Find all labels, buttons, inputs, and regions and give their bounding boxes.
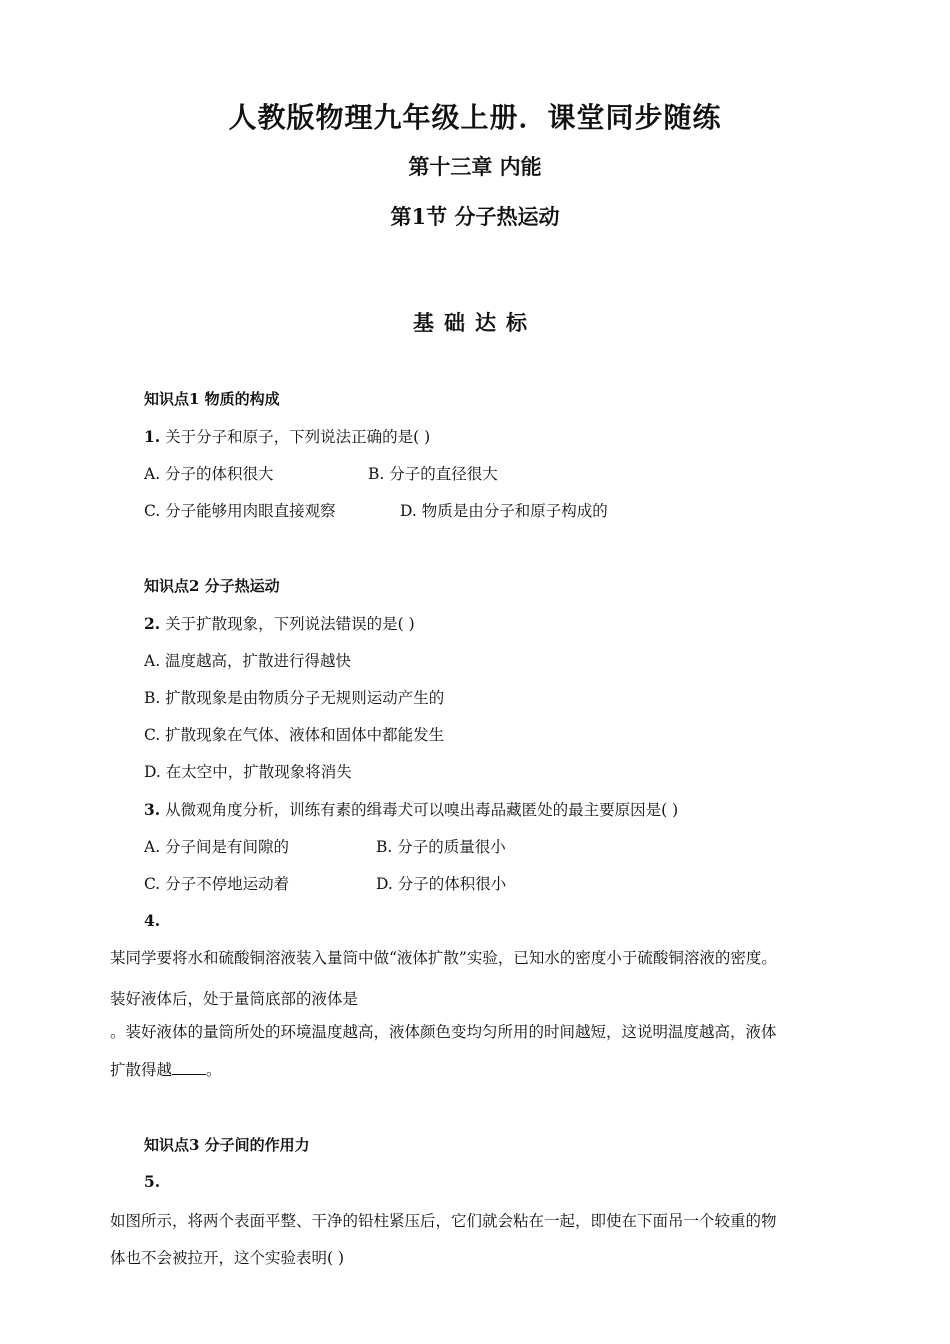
- question-3-option-a: A. 分子间是有间隙的: [144, 838, 290, 856]
- question-5-line-1: 如图所示，将两个表面平整、干净的铅柱紧压后，它们就会粘在一起，即使在下面吊一个较重的物: [110, 1212, 777, 1230]
- question-2-option-d: D. 在太空中，扩散现象将消失: [144, 763, 352, 781]
- question-5-line-2: 体也不会被拉开，这个实验表明( ): [110, 1249, 345, 1267]
- question-3-option-b: B. 分子的质量很小: [376, 838, 506, 856]
- basic-level-banner: 基础达标: [413, 310, 537, 335]
- question-1-option-c: C. 分子能够用肉眼直接观察: [144, 502, 336, 520]
- question-2-stem: [144, 612, 415, 634]
- knowledge-point-2: 知识点2 分子热运动: [144, 577, 280, 595]
- question-3-option-c: C. 分子不停地运动着: [144, 875, 290, 893]
- section-heading: 第1节 分子热运动: [390, 204, 560, 229]
- question-2-option-c: C. 扩散现象在气体、液体和固体中都能发生: [144, 726, 445, 744]
- question-1-number: 1.: [144, 427, 161, 446]
- question-4-line-3: 。装好液体的量筒所处的环境温度越高，液体颜色变均匀所用的时间越短，这说明温度越高，液体: [110, 1023, 777, 1041]
- question-2-option-b: B. 扩散现象是由物质分子无规则运动产生的: [144, 689, 445, 707]
- question-1-option-b: B. 分子的直径很大: [368, 465, 498, 483]
- question-3-text: 从微观角度分析，训练有素的缉毒犬可以嗅出毒品藏匿处的最主要原因是( ): [160, 801, 679, 819]
- question-4-number: 4.: [144, 911, 161, 930]
- question-1-text: 关于分子和原子，下列说法正确的是( ): [160, 428, 431, 446]
- question-3-stem: [144, 798, 678, 820]
- question-4-line-2: 装好液体后，处于量筒底部的液体是: [110, 990, 359, 1008]
- document-title: 人教版物理九年级上册．课堂同步随练: [228, 101, 722, 134]
- chapter-heading: 第十三章 内能: [408, 154, 542, 179]
- question-3-option-d: D. 分子的体积很小: [376, 875, 507, 893]
- knowledge-point-1: 知识点1 物质的构成: [144, 390, 280, 408]
- answer-blank: [172, 1062, 206, 1075]
- question-1-option-a: A. 分子的体积很大: [144, 465, 274, 483]
- question-3-number: 3.: [144, 800, 161, 819]
- question-2-text: 关于扩散现象，下列说法错误的是( ): [160, 615, 415, 633]
- question-1-option-d: D. 物质是由分子和原子构成的: [400, 502, 608, 520]
- knowledge-point-3: 知识点3 分子间的作用力: [144, 1136, 310, 1154]
- question-2-number: 2.: [144, 614, 161, 633]
- question-4-line-1: 某同学要将水和硫酸铜溶液装入量筒中做“液体扩散”实验，已知水的密度小于硫酸铜溶液的密度。: [110, 949, 777, 967]
- question-2-option-a: A. 温度越高，扩散进行得越快: [144, 652, 352, 670]
- question-5-number: 5.: [144, 1172, 161, 1191]
- question-4-line-4: 扩散得越 。: [110, 1061, 222, 1079]
- question-1-stem: [144, 425, 430, 447]
